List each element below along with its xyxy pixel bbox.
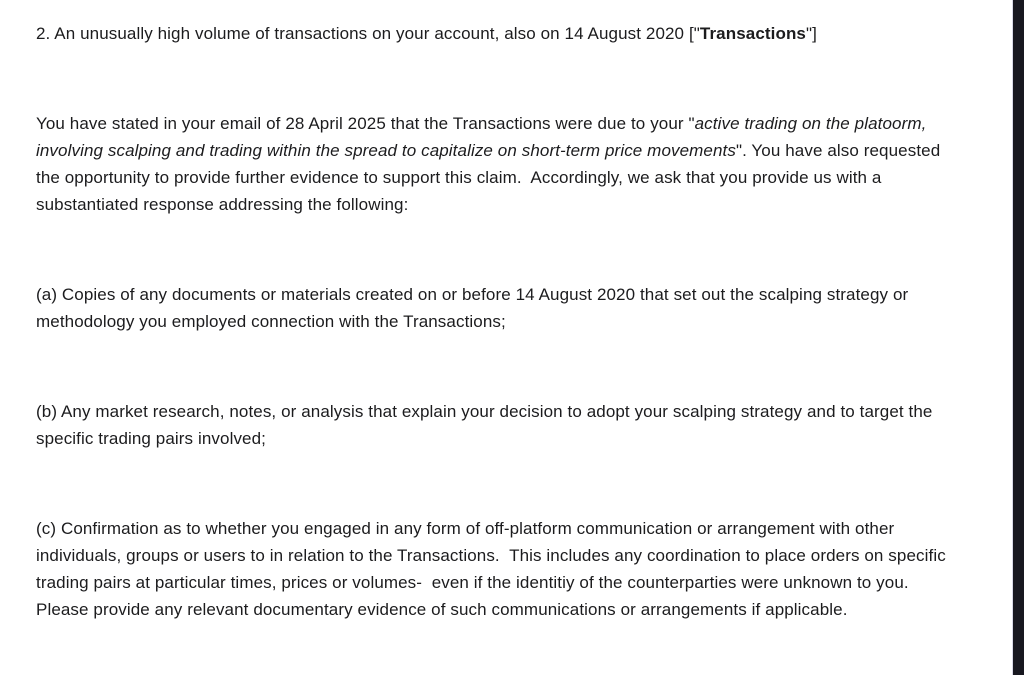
text-run: "] — [805, 24, 817, 43]
text-run: 2. An unusually high volume of transactions on your account, also on 14 August 2020 [" — [36, 24, 700, 43]
request-item-c — [36, 515, 951, 623]
intro-paragraph — [36, 110, 948, 218]
item-2-heading — [36, 20, 948, 47]
text-run: (c) Confirmation as to whether you engaged in any form of off-platform communication or arrangement with other individuals, groups or users to in relation to the Transactions. This includes any coordination to place orders on specific trading pairs at particular times, prices or volumes- even if the identitiy of the counterparties were unknown to you. Please provide any relevant documentary evidence of such communications or arrangements if applicable. — [36, 519, 951, 619]
text-run: Transactions — [699, 24, 806, 43]
text-run: (b) Any market research, notes, or analysis that explain your decision to adopt your scalping strategy and to target the specific trading pairs involved; — [36, 402, 938, 448]
dark-right-edge-panel — [1012, 0, 1024, 675]
text-run: You have stated in your email of 28 April 2025 that the Transactions were due to your " — [36, 114, 695, 133]
text-run: ". You have also requested the opportunity to provide further evidence to support this claim. Accordingly, we ask that you provide us with a substantiated response addressing the following: — [36, 141, 946, 214]
text-run: active trading on the platoorm, involving scalping and trading within the spread to capitalize on short-term price movements — [36, 114, 932, 160]
request-item-b — [36, 398, 948, 452]
text-run: (a) Copies of any documents or materials created on or before 14 August 2020 that set out the scalping strategy or methodology you employed connection with the Transactions; — [36, 285, 914, 331]
request-item-a — [36, 281, 948, 335]
